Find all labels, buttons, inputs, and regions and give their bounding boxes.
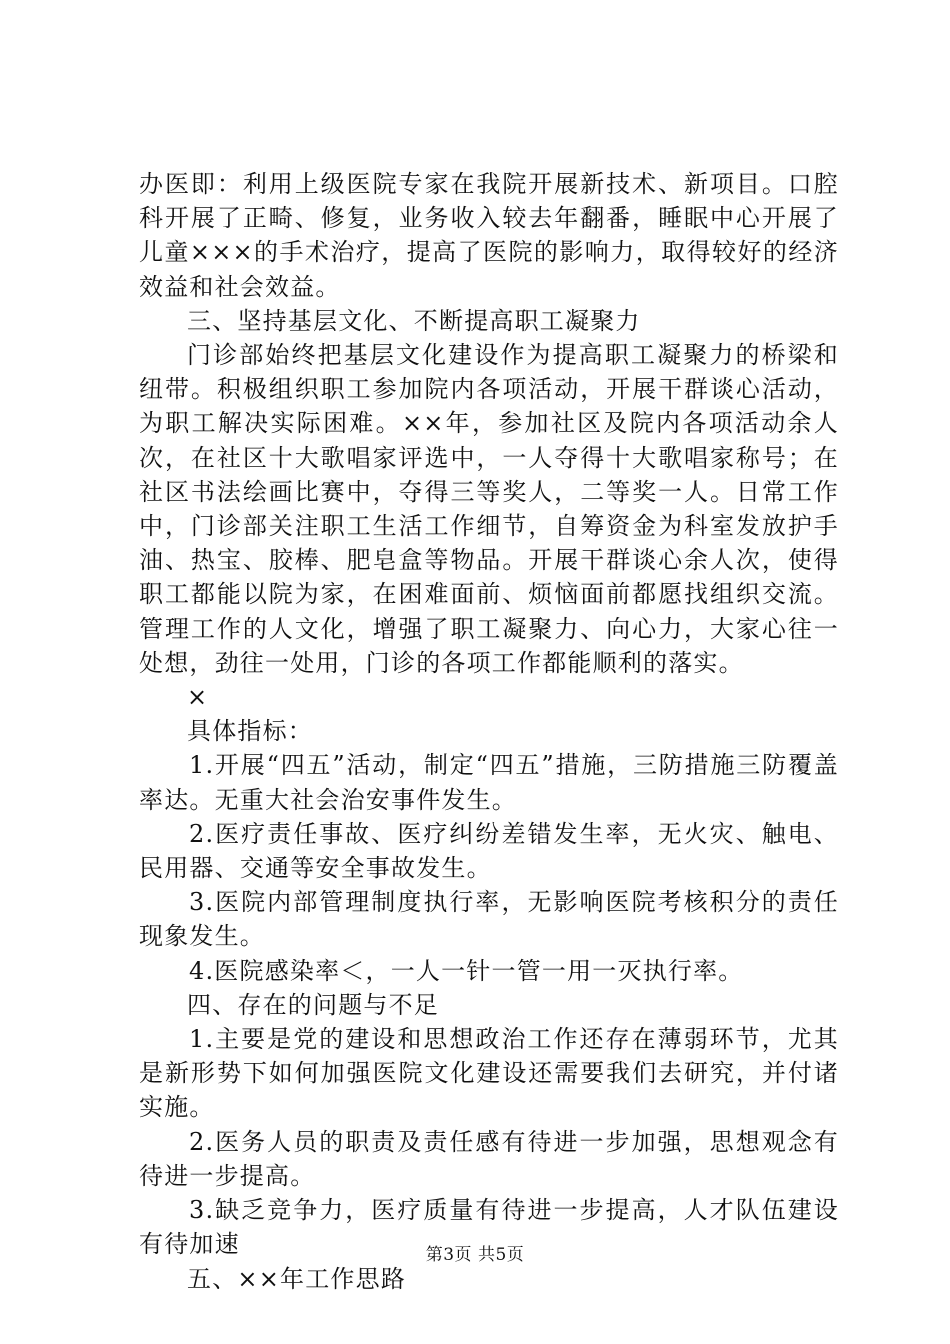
indicator-item-4: 4.医院感染率＜，一人一针一管一用一灭执行率。 (189, 956, 744, 985)
page-number-footer: 第3页 共5页 (425, 1245, 525, 1265)
section-heading-4: 四、存在的问题与不足 (187, 990, 439, 1019)
section-heading-5: 五、××年工作思路 (187, 1264, 407, 1293)
problem-item-2: 2.医务人员的职责及责任感有待进一步加强，思想观念有待进一步提高。 (139, 1127, 839, 1190)
indicator-item-2: 2.医疗责任事故、医疗纠纷差错发生率，无火灾、触电、民用器、交通等安全事故发生。 (139, 819, 839, 883)
document-body (139, 167, 839, 1296)
paragraph-culture: 门诊部始终把基层文化建设作为提高职工凝聚力的桥梁和纽带。积极组织职工参加院内各项活动，开展干群谈心活动，为职工解决实际困难。××年，参加社区及院内各项活动余人次，在社区十大歌唱家评选中，一人夺得十大歌唱家称号；在社区书法绘画比赛中，夺得三等奖人，二等奖一人。日常工作中，门诊部关注职工生活工作细节，自筹资金为科室发放护手油、热宝、胶棒、肥皂盒等物品。开展干群谈心余人次，使得职工都能以院为家，在困难面前、烦恼面前都愿找组织交流。管理工作的人文化，增强了职工凝聚力、向心力，大家心往一处想，劲往一处用，门诊的各项工作都能顺利的落实。 (139, 341, 839, 677)
section-heading-3: 三、坚持基层文化、不断提高职工凝聚力 (187, 306, 641, 335)
problem-item-3: 3.缺乏竞争力，医疗质量有待进一步提高，人才队伍建设有待加速 (139, 1196, 839, 1259)
indicator-item-3: 3.医院内部管理制度执行率，无影响医院考核积分的责任现象发生。 (139, 888, 839, 951)
problem-item-1: 1.主要是党的建设和思想政治工作还存在薄弱环节，尤其是新形势下如何加强医院文化建设还需要我们去研究，并付诸实施。 (139, 1025, 839, 1122)
separator-mark: × (187, 683, 209, 712)
indicator-item-1: 1.开展“四五”活动，制定“四五”措施，三防措施三防覆盖率达。无重大社会治安事件发生。 (139, 751, 839, 814)
paragraph-continuation: 办医即：利用上级医院专家在我院开展新技术、新项目。口腔科开展了正畸、修复，业务收入较去年翻番，睡眠中心开展了儿童×××的手术治疗，提高了医院的影响力，取得较好的经济效益和社会效益。 (139, 170, 839, 301)
indicators-heading: 具体指标： (187, 717, 313, 746)
